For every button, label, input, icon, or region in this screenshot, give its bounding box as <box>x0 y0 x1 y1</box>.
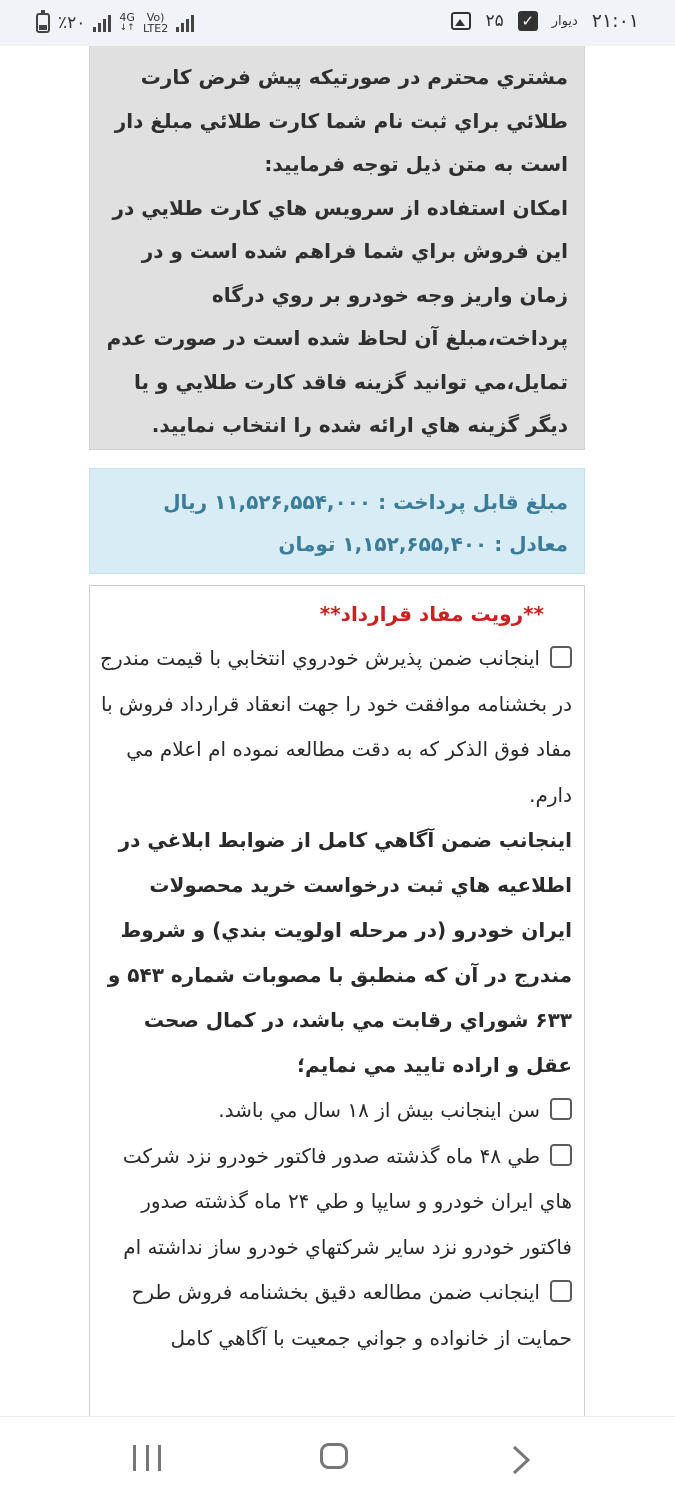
home-icon[interactable] <box>320 1443 348 1469</box>
contract-title: **رويت مفاد قرارداد** <box>319 602 544 626</box>
clause-no-invoice <box>98 1134 572 1271</box>
clause-family-plan <box>98 1270 572 1361</box>
battery-icon <box>36 13 50 33</box>
recent-apps-icon[interactable] <box>133 1445 161 1471</box>
accept-price-checkbox[interactable] <box>550 646 572 668</box>
notification-count: ۲۵ <box>485 11 504 31</box>
clause-no-invoice-text: طي ۴۸ ماه گذشته صدور فاکتور خودرو نزد شرکت هاي ايران خودرو و سايپا و طي ۲۴ ماه گذشته صدور فاکتور خودرو نزد ساير شرکتهاي خودرو ساز نداشته ام <box>122 1143 572 1259</box>
notice-body: امکان استفاده از سرويس هاي کارت طلايي در اين فروش براي شما فراهم شده است و در زمان واريز وجه خودرو بر روي درگاه پرداخت،مبلغ آن لحاظ شده است در صورت عدم تمايل،مي توانيد گزينه فاقد کارت طلايي و يا ديگر گزينه هاي ارائه شده را انتخاب نماييد. <box>106 195 568 437</box>
family-plan-checkbox[interactable] <box>550 1280 572 1302</box>
lte-label: LTE2 <box>142 22 169 35</box>
clock: ۲۱:۰۱ <box>591 10 639 32</box>
status-bar <box>0 0 675 46</box>
signal-2-icon <box>176 14 194 32</box>
status-right <box>451 10 639 32</box>
battery-percent: ٪۲۰ <box>58 13 86 33</box>
signal-icon <box>93 14 111 32</box>
declaration-text: اينجانب ضمن آگاهي کامل از ضوابط ابلاغي در اطلاعيه هاي ثبت درخواست خريد محصولات ايران خودرو (در مرحله اولويت بندي) و شروط مندرج در آن که منطبق با مصوبات شماره ۵۴۳ و ۶۳۳ شوراي رقابت مي باشد، در کمال صحت عقل و اراده تاييد مي نمايم؛ <box>107 828 572 1077</box>
page-content <box>0 46 675 1416</box>
status-left <box>36 12 194 34</box>
no-invoice-checkbox[interactable] <box>550 1144 572 1166</box>
notice-intro: مشتري محترم در صورتيکه پيش فرض کارت طلائي براي ثبت نام شما کارت طلائي مبلغ دار است به متن ذيل توجه فرماييد: <box>114 65 568 176</box>
check-notification-icon: ✓ <box>518 11 538 31</box>
network-type: 4G <box>119 11 135 24</box>
clause-age <box>98 1088 572 1134</box>
volte-indicator <box>143 12 168 34</box>
gold-card-notice <box>89 46 585 450</box>
payable-amount: مبلغ قابل پرداخت : ۱۱,۵۲۶,۵۵۴,۰۰۰ ريال <box>163 490 568 514</box>
age-checkbox[interactable] <box>550 1098 572 1120</box>
volte-label: Vo) <box>146 11 165 24</box>
clause-age-text: سن اينجانب بيش از ۱۸ سال مي باشد. <box>218 1098 540 1122</box>
equivalent-amount: معادل : ۱,۱۵۲,۶۵۵,۴۰۰ تومان <box>278 532 568 556</box>
payment-summary <box>89 468 585 574</box>
navigation-bar <box>0 1416 675 1501</box>
contract-terms <box>89 585 585 1416</box>
clause-accept-price <box>98 636 572 818</box>
back-icon[interactable] <box>510 1445 532 1473</box>
app-label: دیوار <box>551 13 578 29</box>
image-notification-icon <box>451 12 471 30</box>
network-indicator <box>119 12 135 34</box>
clause-family-plan-text: اينجانب ضمن مطالعه دقيق بخشنامه فروش طرح حمايت از خانواده و جواني جمعيت با آگاهي کامل <box>131 1280 572 1350</box>
network-arrows: ↓↑ <box>119 23 135 33</box>
clause-accept-price-text: اينجانب ضمن پذيرش خودروي انتخابي با قيمت مندرج در بخشنامه موافقت خود را جهت انعقاد قرارداد فروش با مفاد فوق الذکر که به دقت مطالعه نموده ام اعلام مي دارم. <box>100 646 572 807</box>
